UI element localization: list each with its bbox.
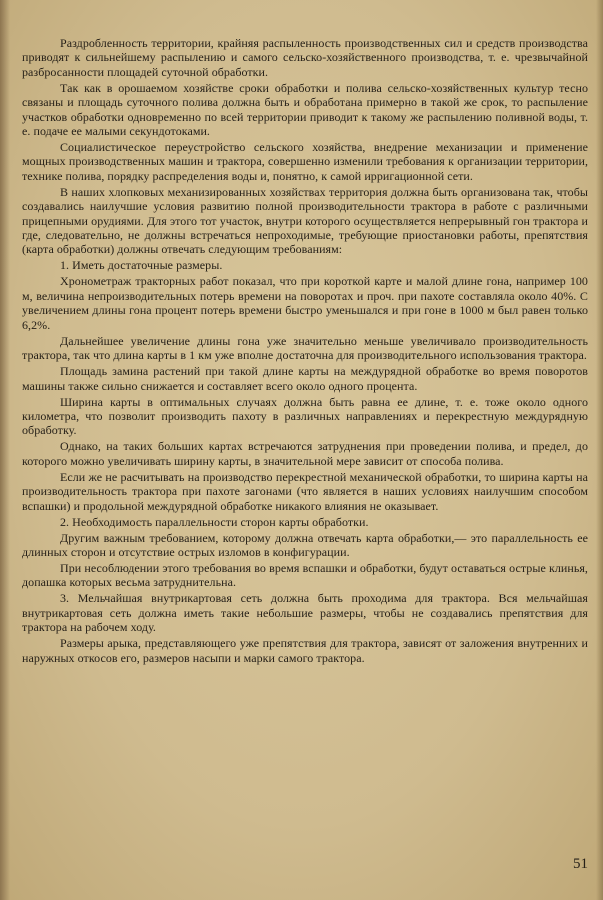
paragraph: Так как в орошаемом хозяйстве сроки обработки и полива сельско-хозяйственных культур тесно связаны и площадь суточного полива должна быть и обработана примерно в такой же срок, то распыление участков обработки одновременно по всей территории приводит к такому же распылению поливной воды, т. е. подаче ее малыми секундотоками. bbox=[22, 80, 588, 139]
paragraph: Ширина карты в оптимальных случаях должна быть равна ее длине, т. е. тоже около одного километра, что позволит производить пахоту в различных направлениях и перекрестную междурядную обработку. bbox=[22, 394, 588, 438]
paragraph: Социалистическое переустройство сельского хозяйства, внедрение механизации и применение мощных производственных машин и трактора, совершенно изменили требования к организации территории, технике полива, порядку распределения воды и, понятно, к самой ирригационной сети. bbox=[22, 140, 588, 183]
numbered-heading: 2. Необходимость параллельности сторон карты обработки. bbox=[60, 514, 369, 529]
page-edge-shadow-right bbox=[596, 0, 603, 900]
paragraph: Хронометраж тракторных работ показал, что при короткой карте и малой длине гона, например 100 м, величина непроизводительных потерь времени на поворотах и проч. при пахоте составляла около 40%. С увеличением длины гона процент потерь времени быстро уменьшался и при гоне в 1000 м был равен только 6,2%. bbox=[22, 274, 588, 332]
paragraph: Размеры арыка, представляющего уже препятствия для трактора, зависят от заложения внутренних и наружных откосов его, размеров насыпи и марки самого трактора. bbox=[22, 636, 588, 665]
paragraph: При несоблюдении этого требования во время вспашки и обработки, будут оставаться острые клинья, допашка которых весьма затруднительна. bbox=[22, 560, 588, 590]
paragraph: Площадь замина растений при такой длине карты на междурядной обработке во время поворотов машины также сильно снижается и составляет всего около одного процента. bbox=[22, 364, 588, 393]
page-number: 51 bbox=[573, 856, 588, 872]
paragraph: Другим важным требованием, которому должна отвечать карта обработки,— это параллельность ее длинных сторон и отсутствие острых изломов в конфигурации. bbox=[22, 530, 588, 559]
paragraph: В наших хлопковых механизированных хозяйствах территория должна быть организована так, чтобы создавались наилучшие условия развитию полной производительности трактора в работе с различными прицепными орудиями. Для этого тот участок, внутри которого осуществляется непрерывный гон трактора и где, следовательно, не должны встречаться непроходимые, требующие приостановки работы, препятствия (карта обработки) должны отвечать следующим требованиям: bbox=[22, 184, 588, 257]
page-edge-shadow-left bbox=[0, 0, 10, 900]
paragraph: Дальнейшее увеличение длины гона уже значительно меньше увеличивало производительность трактора, так что длина карты в 1 км уже вполне достаточна для производительного использования трактора. bbox=[22, 333, 588, 363]
numbered-heading: 1. Иметь достаточные размеры. bbox=[60, 258, 223, 273]
body-text bbox=[22, 36, 588, 667]
numbered-heading: 3. Мельчайшая внутрикартовая сеть должна быть проходима для трактора. Вся мельчайшая внутрикартовая сеть должна иметь такие небольшие размеры, чтобы не создавались препятствия для трактора на рабочем ходу. bbox=[22, 591, 588, 635]
paragraph: Однако, на таких больших картах встречаются затруднения при проведении полива, и предел, до которого можно увеличивать ширину карты, в значительной мере зависит от способа полива. bbox=[22, 439, 588, 468]
paragraph: Раздробленность территории, крайняя распыленность производственных сил и средств производства приводят к сильнейшему распылению и самого сельско-хозяйственного производства, т. е. чрезвычайной разбросанности площадей суточной обработки. bbox=[22, 36, 588, 79]
paragraph: Если же не расчитывать на производство перекрестной механической обработки, то ширина карты на производительность трактора при пахоте загонами (что является в наших условиях наилучшим способом вспашки) и продольной междурядной обработке никакого влияния не оказывает. bbox=[22, 469, 588, 513]
